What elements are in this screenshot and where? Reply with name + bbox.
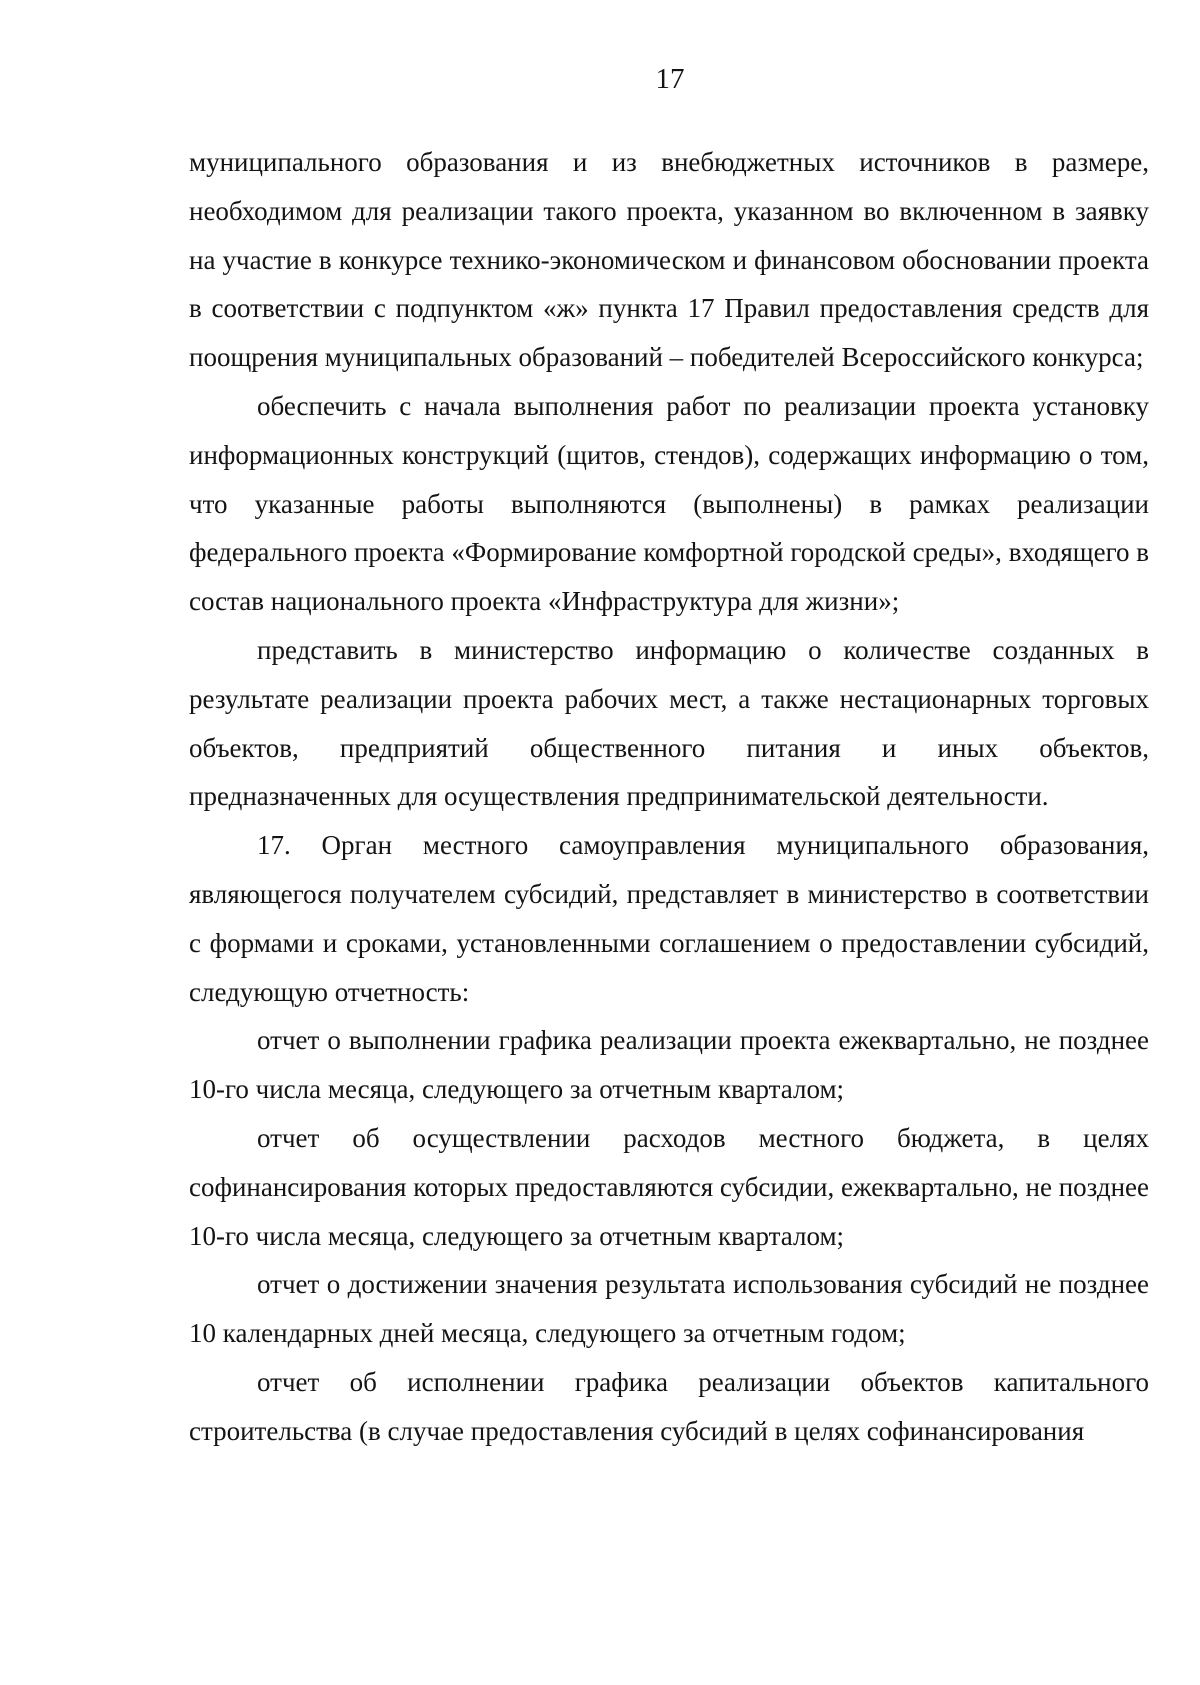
document-body [189,138,1149,1456]
paragraph-expenses-report: отчет об осуществлении расходов местного бюджета, в целях софинансирования которых предоставляются субсидии, ежеквартально, не позднее 10-го числа месяца, следующего за отчетным кварталом; [189,1122,1149,1251]
paragraph-construction-report: отчет об исполнении графика реализации объектов капитального строительства (в случае предоставления субсидий в целях софинансирования [189,1366,1149,1446]
paragraph-continuation: муниципального образования и из внебюджетных источников в размере, необходимом для реализации такого проекта, указанном во включенном в заявку на участие в конкурсе технико-экономическом и финансовом обосновании проекта в соответствии с подпунктом «ж» пункта 17 Правил предоставления средств для поощрения муниципальных образований – победителей Всероссийского конкурса; [189,147,1149,373]
paragraph-result-report: отчет о достижении значения результата использования субсидий не позднее 10 календарных дней месяца, следующего за отчетным годом; [189,1269,1149,1349]
paragraph-information-boards: обеспечить с начала выполнения работ по реализации проекта установку информационных конструкций (щитов, стендов), содержащих информацию о том, что указанные работы выполняются (выполнены) в рамках реализации федерального проекта «Формирование комфортной городской среды», входящего в состав национального проекта «Инфраструктура для жизни»; [189,390,1149,617]
paragraph-schedule-report: отчет о выполнении графика реализации проекта ежеквартально, не позднее 10-го числа месяца, следующего за отчетным кварталом; [189,1025,1149,1105]
paragraph-jobs-report: представить в министерство информацию о количестве созданных в результате реализации проекта рабочих мест, а также нестационарных торговых объектов, предприятий общественного питания и иных объектов, предназначенных для осуществления предпринимательской деятельности. [189,634,1149,812]
page-number: 17 [655,63,685,95]
paragraph-item-17: 17. Орган местного самоуправления муниципального образования, являющегося получателем субсидий, представляет в министерство в соответствии с формами и сроками, установленными соглашением о предоставлении субсидий, следующую отчетность: [189,830,1149,1007]
